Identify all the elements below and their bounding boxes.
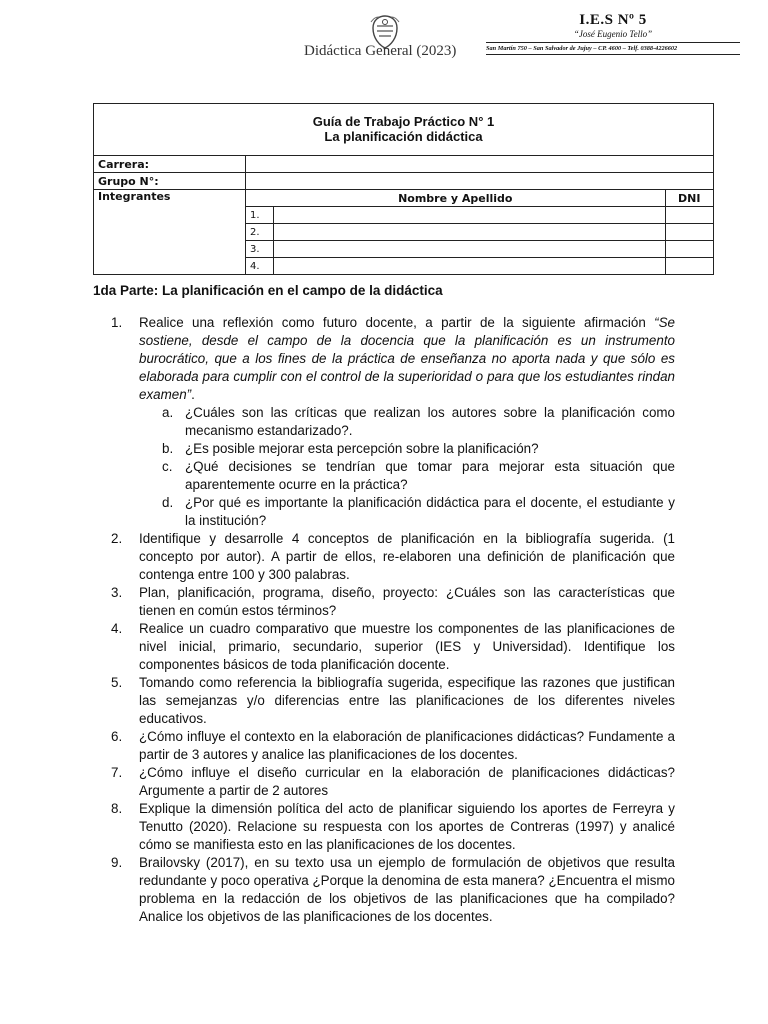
institute-name: I.E.S Nº 5 <box>579 12 647 28</box>
member-row-number: 1. <box>246 207 274 224</box>
institute-address: San Martín 750 – San Salvador de Jujuy – CP. 4600 – Telf. 0388-4226602 <box>486 42 740 55</box>
question-number: 9. <box>111 855 123 870</box>
member-name-field[interactable] <box>274 258 666 275</box>
sub-question-text: ¿Es posible mejorar esta percepción sobre la planificación? <box>185 441 539 456</box>
group-label: Grupo N°: <box>94 173 246 190</box>
member-dni-field[interactable] <box>665 258 713 275</box>
question-quote: “Se sostiene, desde el campo de la docencia que la planificación es un instrumento burocrático, que a los fines de la práctica de enseñanza no aporta nada y que sólo es elaborada para cumplir con el control de la superioridad o para que los estudiantes rindan examen” <box>139 315 675 402</box>
question-item <box>107 854 675 926</box>
question-end: . <box>191 387 195 402</box>
member-name-field[interactable] <box>274 224 666 241</box>
question-text: Tomando como referencia la bibliografía sugerida, especifique las razones que justifican las semejanzas y/o diferencias entre las planificaciones de los diferentes niveles educativos. <box>139 675 675 726</box>
sub-question-item <box>107 440 675 458</box>
question-text: Realice un cuadro comparativo que muestre los componentes de las planificaciones de nivel inicial, primario, secundario, superior (IES y Universidad). Identifique los componentes básicos de toda planificación docente. <box>139 621 675 672</box>
member-row-number: 3. <box>246 241 274 258</box>
sub-question-text: ¿Por qué es importante la planificación didáctica para el docente, el estudiante y la institución? <box>185 495 675 528</box>
sub-question-text: ¿Qué decisiones se tendrían que tomar para mejorar esta situación que aparentemente ocurre en la práctica? <box>185 459 675 492</box>
question-number: 2. <box>111 531 123 546</box>
question-number: 7. <box>111 765 123 780</box>
sub-question-text: ¿Cuáles son las críticas que realizan los autores sobre la planificación como mecanismo estandarizado?. <box>185 405 675 438</box>
question-item <box>107 584 675 620</box>
question-text: Realice una reflexión como futuro docente, a partir de la siguiente afirmación <box>139 315 655 330</box>
sub-question-item <box>107 404 675 440</box>
career-label: Carrera: <box>94 156 246 173</box>
question-number: 1. <box>111 315 123 330</box>
question-item <box>107 314 675 404</box>
member-dni-field[interactable] <box>665 241 713 258</box>
member-dni-field[interactable] <box>665 207 713 224</box>
sub-question-letter: d. <box>162 495 174 510</box>
sub-question-letter: b. <box>162 441 174 456</box>
question-text: Plan, planificación, programa, diseño, proyecto: ¿Cuáles son las características que tienen en común estos términos? <box>139 585 675 618</box>
question-item <box>107 530 675 584</box>
col-dni-header: DNI <box>665 190 713 207</box>
sub-question-letter: a. <box>162 405 174 420</box>
sub-question-item <box>107 458 675 494</box>
question-text: Brailovsky (2017), en su texto usa un ejemplo de formulación de objetivos que resulta redundante y poco operativa ¿Porque la denomina de esta manera? ¿Encuentra el mismo problema en la redacción de los objetivos de las planificaciones que ha compilado? Analice los objetivos de las planificaciones de los docentes. <box>139 855 675 924</box>
member-row-number: 4. <box>246 258 274 275</box>
question-item <box>107 764 675 800</box>
form-title <box>94 104 714 156</box>
section-title: 1da Parte: La planificación en el campo de la didáctica <box>93 283 443 298</box>
question-number: 5. <box>111 675 123 690</box>
question-number: 3. <box>111 585 123 600</box>
member-name-field[interactable] <box>274 241 666 258</box>
questions-list <box>107 314 675 926</box>
member-dni-field[interactable] <box>665 224 713 241</box>
sub-question-letter: c. <box>162 459 173 474</box>
question-text: Explique la dimensión política del acto de planificar siguiendo los aportes de Ferreyra y Tenutto (2020). Relacione su respuesta con los aportes de Contreras (1997) y analicé cómo se manifiesta esto en las planificaciones de los docentes. <box>139 801 675 852</box>
form-title-line1: Guía de Trabajo Práctico N° 1 <box>312 114 495 129</box>
member-name-field[interactable] <box>274 207 666 224</box>
question-text: ¿Cómo influye el contexto en la elaboración de planificaciones didácticas? Fundamente a partir de 3 autores y analice las planificaciones de los docentes. <box>139 729 675 762</box>
question-text: Identifique y desarrolle 4 conceptos de planificación en la bibliografía sugerida. (1 concepto por autor). A partir de ellos, re-elaboren una definición de planificación que contenga entre 100 y 300 palabras. <box>139 531 675 582</box>
institute-block <box>486 12 740 52</box>
question-item <box>107 620 675 674</box>
question-text: ¿Cómo influye el diseño curricular en la elaboración de planificaciones didácticas? Argumente a partir de 2 autores <box>139 765 675 798</box>
career-field[interactable] <box>246 156 714 173</box>
question-item <box>107 674 675 728</box>
member-row-number: 2. <box>246 224 274 241</box>
institute-person: “José Eugenio Tello” <box>573 29 653 39</box>
question-number: 6. <box>111 729 123 744</box>
group-field[interactable] <box>246 173 714 190</box>
subject-title: Didáctica General (2023) <box>304 43 457 59</box>
question-number: 8. <box>111 801 123 816</box>
members-label: Integrantes <box>94 190 246 275</box>
question-item <box>107 800 675 854</box>
form-title-line2: La planificación didáctica <box>324 129 483 144</box>
col-name-header: Nombre y Apellido <box>246 190 666 207</box>
sub-question-item <box>107 494 675 530</box>
question-item <box>107 728 675 764</box>
question-number: 4. <box>111 621 123 636</box>
group-form-table <box>93 103 714 275</box>
